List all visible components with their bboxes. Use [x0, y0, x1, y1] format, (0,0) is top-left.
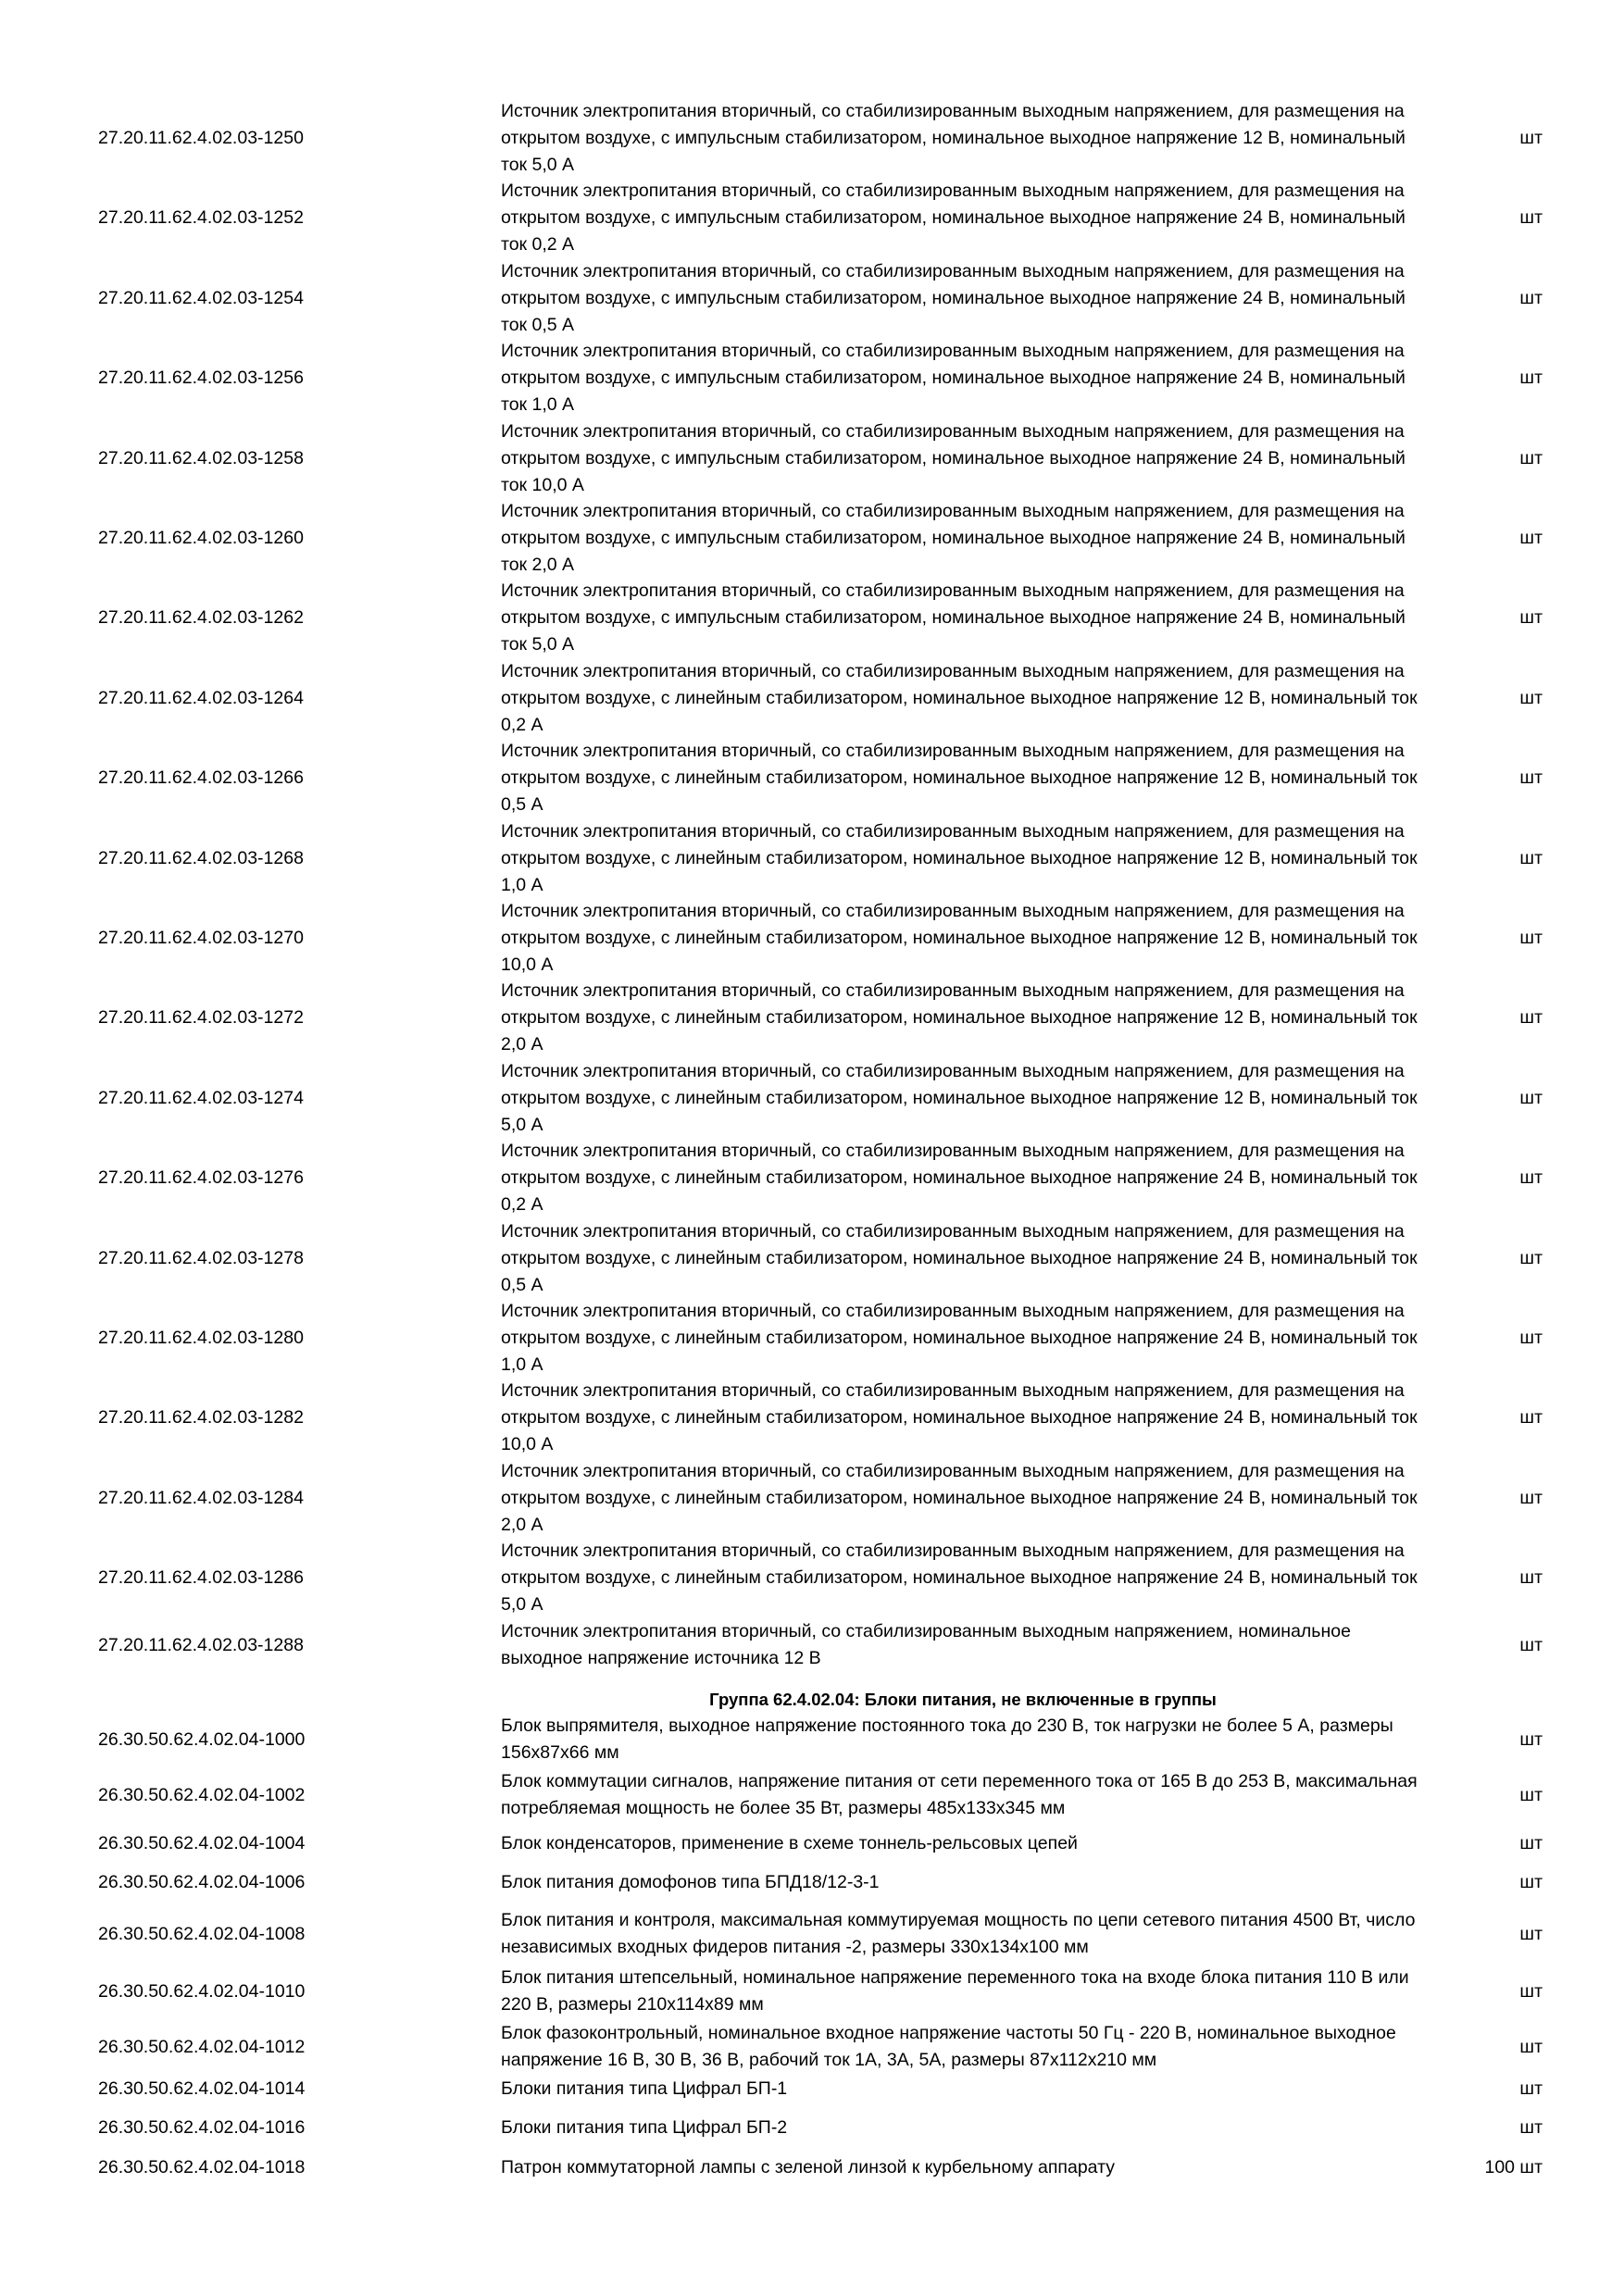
table-row — [93, 978, 1593, 1058]
item-description: Источник электропитания вторичный, со стабилизированным выходным напряжением, для размещения на открытом воздухе, с линейным стабилизатором, номинальное выходное напряжение 12 В, номинальный ток 0,2 А — [501, 661, 1418, 735]
item-unit: шт — [1519, 1007, 1543, 1028]
item-description: Источник электропитания вторичный, со стабилизированным выходным напряжением, для размещения на открытом воздухе, с линейным стабилизатором, номинальное выходное напряжение 24 В, номинальный ток 1,0 А — [501, 1301, 1418, 1375]
item-description: Источник электропитания вторичный, со стабилизированным выходным напряжением, для размещения на открытом воздухе, с импульсным стабилизатором, номинальное выходное напряжение 24 В, номинальный ток 5,0 А — [501, 580, 1405, 655]
table-row — [93, 338, 1593, 418]
item-description: Источник электропитания вторичный, со стабилизированным выходным напряжением, для размещения на открытом воздухе, с импульсным стабилизатором, номинальное выходное напряжение 24 В, номинальный ток 0,5 А — [501, 261, 1405, 335]
item-code: 26.30.50.62.4.02.04-1010 — [98, 1980, 306, 2002]
item-code: 27.20.11.62.4.02.03-1260 — [98, 528, 304, 548]
item-unit: шт — [1519, 928, 1543, 948]
item-code: 26.30.50.62.4.02.04-1016 — [98, 2117, 306, 2138]
item-description: Источник электропитания вторичный, со стабилизированным выходным напряжением, для размещения на открытом воздухе, с линейным стабилизатором, номинальное выходное напряжение 12 В, номинальный ток 0,5 А — [501, 741, 1418, 815]
item-code: 27.20.11.62.4.02.03-1278 — [98, 1248, 304, 1268]
item-code: 27.20.11.62.4.02.03-1272 — [98, 1007, 304, 1028]
item-description: Источник электропитания вторичный, со стабилизированным выходным напряжением, для размещения на открытом воздухе, с линейным стабилизатором, номинальное выходное напряжение 24 В, номинальный ток 0,5 А — [501, 1221, 1418, 1295]
item-unit: шт — [1519, 1728, 1543, 1750]
table-row — [93, 1458, 1593, 1539]
item-unit: шт — [1519, 1407, 1543, 1428]
item-code: 27.20.11.62.4.02.03-1250 — [98, 128, 304, 148]
item-description: Источник электропитания вторичный, со стабилизированным выходным напряжением, для размещения на открытом воздухе, с импульсным стабилизатором, номинальное выходное напряжение 24 В, номинальный ток 1,0 А — [501, 341, 1405, 415]
item-code: 26.30.50.62.4.02.04-1008 — [98, 1923, 306, 1944]
table-row — [93, 498, 1593, 579]
item-unit: шт — [1519, 288, 1543, 308]
item-unit: шт — [1519, 688, 1543, 708]
item-code: 27.20.11.62.4.02.03-1258 — [98, 448, 304, 468]
item-unit: 100 шт — [1484, 2157, 1543, 2177]
item-description: Блок питания и контроля, максимальная коммутируемая мощность по цепи сетевого питания 4500 Вт, число независимых входных фидеров питания -2, размеры 330х134х100 мм — [501, 1910, 1416, 1957]
item-code: 27.20.11.62.4.02.03-1254 — [98, 288, 304, 308]
group-heading: Группа 62.4.02.04: Блоки питания, не включенные в группы — [709, 1690, 1217, 1709]
item-description: Источник электропитания вторичный, со стабилизированным выходным напряжением, номинальное выходное напряжение источника 12 В — [501, 1621, 1351, 1668]
item-code: 27.20.11.62.4.02.03-1262 — [98, 607, 304, 628]
item-unit: шт — [1519, 2078, 1543, 2099]
table-row — [93, 1298, 1593, 1379]
table-row — [93, 418, 1593, 499]
item-description: Источник электропитания вторичный, со стабилизированным выходным напряжением, для размещения на открытом воздухе, с линейным стабилизатором, номинальное выходное напряжение 12 В, номинальный ток 10,0 А — [501, 901, 1418, 975]
item-unit: шт — [1519, 448, 1543, 468]
item-description: Источник электропитания вторичный, со стабилизированным выходным напряжением, для размещения на открытом воздухе, с линейным стабилизатором, номинальное выходное напряжение 24 В, номинальный ток 5,0 А — [501, 1541, 1418, 1615]
item-code: 27.20.11.62.4.02.03-1280 — [98, 1328, 304, 1348]
item-description: Блок конденсаторов, применение в схеме тоннель-рельсовых цепей — [501, 1833, 1078, 1853]
table-row — [93, 578, 1593, 658]
item-code: 27.20.11.62.4.02.03-1270 — [98, 928, 304, 948]
item-code: 26.30.50.62.4.02.04-1006 — [98, 1872, 306, 1892]
item-description: Блок питания штепсельный, номинальное напряжение переменного тока на входе блока питания 110 В или 220 В, размеры 210х114х89 мм — [501, 1967, 1409, 2015]
table-row — [93, 1768, 1593, 1822]
table-row — [93, 898, 1593, 979]
item-code: 27.20.11.62.4.02.03-1288 — [98, 1634, 304, 1655]
table-row — [93, 1907, 1593, 1961]
item-code: 27.20.11.62.4.02.03-1274 — [98, 1088, 304, 1108]
item-unit: шт — [1519, 2036, 1543, 2057]
item-code: 27.20.11.62.4.02.03-1264 — [98, 688, 304, 708]
table-row — [93, 1618, 1593, 1672]
item-unit: шт — [1519, 1923, 1543, 1944]
item-description: Источник электропитания вторичный, со стабилизированным выходным напряжением, для размещения на открытом воздухе, с импульсным стабилизатором, номинальное выходное напряжение 24 В, номинальный ток 0,2 А — [501, 181, 1405, 255]
item-description: Источник электропитания вторичный, со стабилизированным выходным напряжением, для размещения на открытом воздухе, с импульсным стабилизатором, номинальное выходное напряжение 12 В, номинальный ток 5,0 А — [501, 101, 1405, 175]
item-description: Блоки питания типа Цифрал БП-2 — [501, 2117, 788, 2138]
item-description: Источник электропитания вторичный, со стабилизированным выходным напряжением, для размещения на открытом воздухе, с линейным стабилизатором, номинальное выходное напряжение 24 В, номинальный ток 2,0 А — [501, 1461, 1418, 1535]
table-row — [93, 1830, 1593, 1857]
item-unit: шт — [1519, 1567, 1543, 1588]
table-row — [93, 1869, 1593, 1896]
table-row — [93, 1058, 1593, 1139]
item-code: 26.30.50.62.4.02.04-1000 — [98, 1728, 306, 1750]
table-row — [93, 818, 1593, 899]
item-code: 26.30.50.62.4.02.04-1018 — [98, 2157, 306, 2177]
item-code: 27.20.11.62.4.02.03-1256 — [98, 368, 304, 388]
table-row — [93, 1965, 1593, 2018]
item-description: Источник электропитания вторичный, со стабилизированным выходным напряжением, для размещения на открытом воздухе, с линейным стабилизатором, номинальное выходное напряжение 12 В, номинальный ток 2,0 А — [501, 980, 1418, 1054]
item-code: 27.20.11.62.4.02.03-1276 — [98, 1167, 304, 1188]
item-description: Источник электропитания вторичный, со стабилизированным выходным напряжением, для размещения на открытом воздухе, с импульсным стабилизатором, номинальное выходное напряжение 24 В, номинальный ток 2,0 А — [501, 501, 1405, 575]
item-description: Источник электропитания вторичный, со стабилизированным выходным напряжением, для размещения на открытом воздухе, с импульсным стабилизатором, номинальное выходное напряжение 24 В, номинальный ток 10,0 А — [501, 421, 1405, 495]
item-unit: шт — [1519, 1248, 1543, 1268]
table-row — [93, 1713, 1593, 1766]
item-unit: шт — [1519, 1872, 1543, 1892]
table-row — [93, 2154, 1593, 2181]
table-row — [93, 1138, 1593, 1218]
item-code: 27.20.11.62.4.02.03-1286 — [98, 1567, 304, 1588]
table-row — [93, 178, 1593, 258]
item-description: Источник электропитания вторичный, со стабилизированным выходным напряжением, для размещения на открытом воздухе, с линейным стабилизатором, номинальное выходное напряжение 12 В, номинальный ток 1,0 А — [501, 821, 1418, 895]
item-unit: шт — [1519, 528, 1543, 548]
item-description: Патрон коммутаторной лампы с зеленой линзой к курбельному аппарату — [501, 2157, 1115, 2177]
item-unit: шт — [1519, 1634, 1543, 1655]
table-row — [93, 658, 1593, 739]
item-unit: шт — [1519, 607, 1543, 628]
item-unit: шт — [1519, 368, 1543, 388]
item-unit: шт — [1519, 1088, 1543, 1108]
item-unit: шт — [1519, 1980, 1543, 2002]
item-code: 27.20.11.62.4.02.03-1266 — [98, 767, 304, 788]
item-description: Блок фазоконтрольный, номинальное входное напряжение частоты 50 Гц - 220 В, номинальное выходное напряжение 16 В, 30 В, 36 В, рабочий ток 1А, 3А, 5А, размеры 87х112х210 мм — [501, 2023, 1396, 2070]
table-row — [93, 2115, 1593, 2141]
item-description: Источник электропитания вторичный, со стабилизированным выходным напряжением, для размещения на открытом воздухе, с линейным стабилизатором, номинальное выходное напряжение 24 В, номинальный ток 0,2 А — [501, 1141, 1418, 1215]
table-row — [93, 1378, 1593, 1458]
table-row — [93, 98, 1593, 179]
table-row — [93, 1218, 1593, 1299]
item-description: Блоки питания типа Цифрал БП-1 — [501, 2078, 788, 2099]
item-code: 27.20.11.62.4.02.03-1282 — [98, 1407, 304, 1428]
item-unit: шт — [1519, 1833, 1543, 1853]
item-unit: шт — [1519, 207, 1543, 228]
item-code: 26.30.50.62.4.02.04-1004 — [98, 1833, 306, 1853]
item-unit: шт — [1519, 2117, 1543, 2138]
item-description: Блок выпрямителя, выходное напряжение постоянного тока до 230 В, ток нагрузки не более 5 А, размеры 156х87х66 мм — [501, 1716, 1393, 1763]
item-unit: шт — [1519, 128, 1543, 148]
table-row — [93, 2020, 1593, 2074]
item-description: Источник электропитания вторичный, со стабилизированным выходным напряжением, для размещения на открытом воздухе, с линейным стабилизатором, номинальное выходное напряжение 12 В, номинальный ток 5,0 А — [501, 1061, 1418, 1135]
item-code: 26.30.50.62.4.02.04-1012 — [98, 2036, 306, 2057]
item-unit: шт — [1519, 1784, 1543, 1805]
item-unit: шт — [1519, 1167, 1543, 1188]
item-description: Источник электропитания вторичный, со стабилизированным выходным напряжением, для размещения на открытом воздухе, с линейным стабилизатором, номинальное выходное напряжение 24 В, номинальный ток 10,0 А — [501, 1380, 1418, 1454]
item-description: Блок питания домофонов типа БПД18/12-3-1 — [501, 1872, 880, 1892]
item-unit: шт — [1519, 848, 1543, 868]
item-code: 26.30.50.62.4.02.04-1002 — [98, 1784, 306, 1805]
item-unit: шт — [1519, 1488, 1543, 1508]
table-row — [93, 2076, 1593, 2103]
table-row — [93, 1538, 1593, 1618]
item-code: 27.20.11.62.4.02.03-1284 — [98, 1488, 304, 1508]
item-code: 27.20.11.62.4.02.03-1252 — [98, 207, 304, 228]
table-row — [93, 738, 1593, 818]
item-unit: шт — [1519, 767, 1543, 788]
item-code: 26.30.50.62.4.02.04-1014 — [98, 2078, 306, 2099]
item-code: 27.20.11.62.4.02.03-1268 — [98, 848, 304, 868]
table-row — [93, 258, 1593, 339]
item-description: Блок коммутации сигналов, напряжение питания от сети переменного тока от 165 В до 253 В, максимальная потребляемая мощность не более 35 Вт, размеры 485х133х345 мм — [501, 1771, 1418, 1818]
item-unit: шт — [1519, 1328, 1543, 1348]
